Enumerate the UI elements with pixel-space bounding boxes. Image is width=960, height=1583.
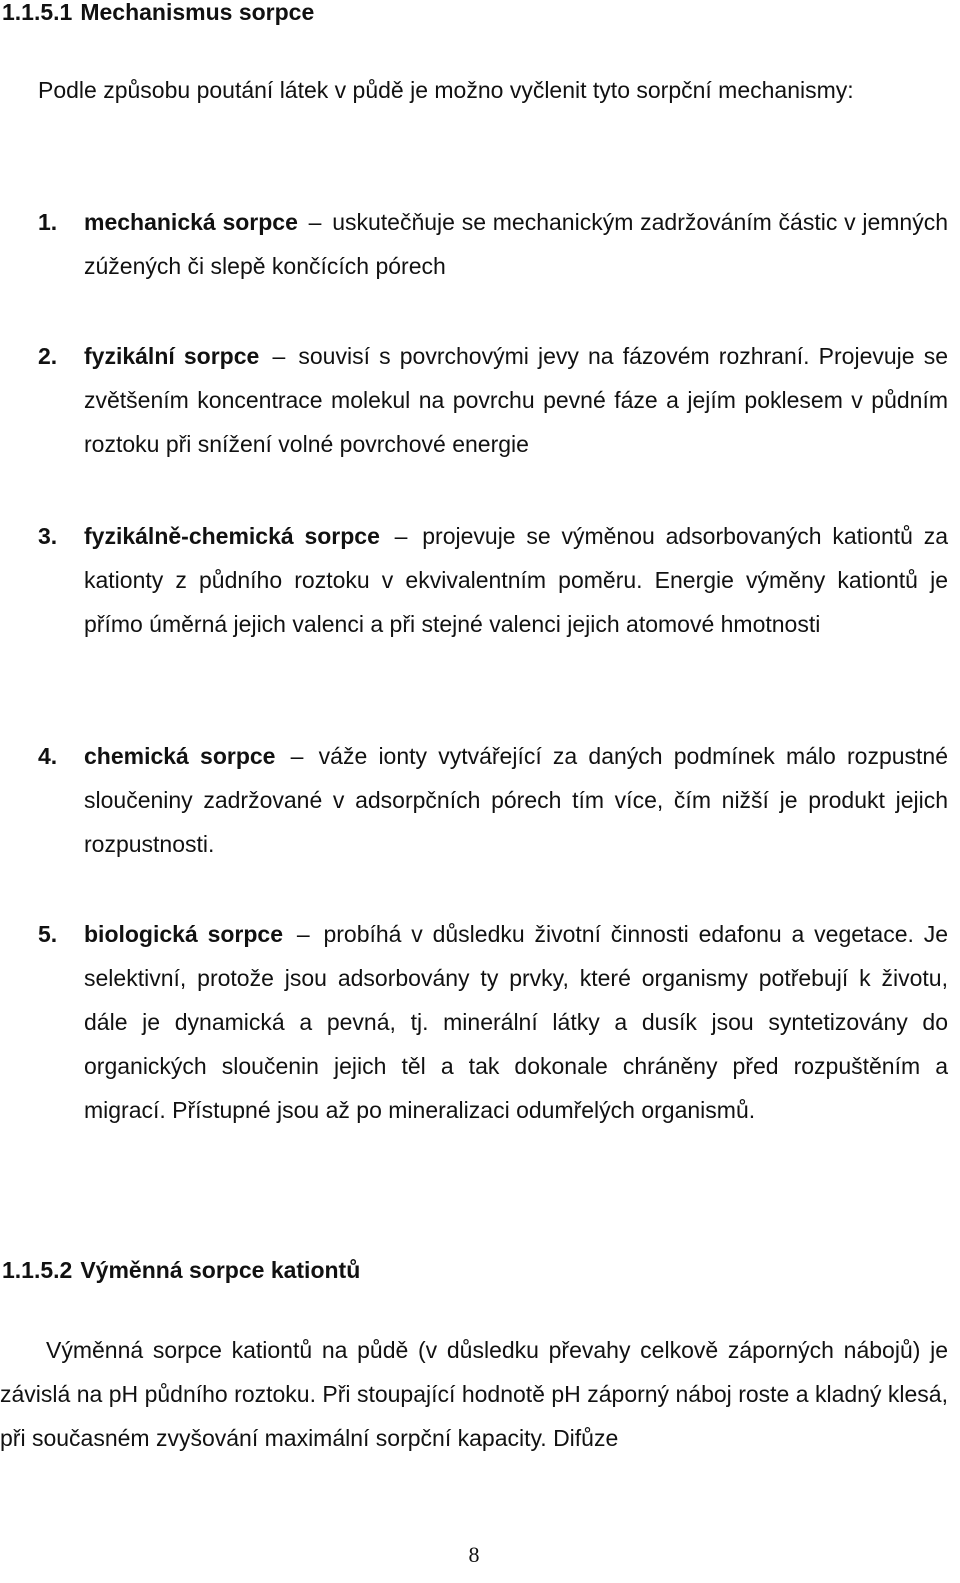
list-item-body [84,514,948,646]
list-item-dash: – [394,523,408,549]
page-number: 8 [468,1542,480,1567]
list-item-marker: 5. [38,921,58,947]
list-item-dash: – [290,743,304,769]
section-title: Výměnná sorpce kationtů [80,1257,361,1283]
list-item-text: projevuje se výměnou adsorbovaných kationtů za kationty z půdního roztoku v ekvivalentním poměru. Energie výměny kationtů je přímo úměrná jejich valenci a při stejné valenci jejich atomové hmotnosti [84,523,949,637]
section-paragraph: Výměnná sorpce kationtů na půdě (v důsledku převahy celkově záporných nábojů) je závislá na pH půdního roztoku. Při stoupající hodnotě pH záporný náboj roste a kladný klesá, při současném zvyšování maximální sorpční kapacity. Difůze [0,1337,948,1451]
list-item-term: biologická sorpce [84,921,283,947]
list-item-body [84,334,948,466]
section-number: 1.1.5.1 [2,0,73,25]
intro-paragraph: Podle způsobu poutání látek v půdě je možno vyčlenit tyto sorpční mechanismy: [38,77,854,103]
list-item-text: probíhá v důsledku životní činnosti edafonu a vegetace. Je selektivní, protože jsou adsorbovány ty prvky, které organismy potřebují k životu, dále je dynamická a pevná, tj. minerální látky a dusík jsou syntetizovány do organických sloučenin jejich těl a tak dokonale chráněny před rozpuštěním a migrací. Přístupné jsou až po mineralizaci odumřelých organismů. [84,921,949,1123]
list-item-term: fyzikálně-chemická sorpce [84,523,380,549]
list-item-dash: – [272,343,286,369]
list-item-term: mechanická sorpce [84,209,298,235]
section-title: Mechanismus sorpce [80,0,315,25]
list-item-body [84,200,948,288]
list-item-marker: 1. [38,209,58,235]
list-item-body [84,912,948,1132]
list-item-marker: 3. [38,523,58,549]
list-item-term: chemická sorpce [84,743,276,769]
list-item-dash: – [308,209,322,235]
list-item-text: uskutečňuje se mechanickým zadržováním částic v jemných zúžených či slepě končících pórech [84,209,948,279]
section-heading [2,0,314,26]
list-item-text: souvisí s povrchovými jevy na fázovém rozhraní. Projevuje se zvětšením koncentrace molekul na povrchu pevné fáze a jejím poklesem v půdním roztoku při snížení volné povrchové energie [84,343,948,457]
section-number: 1.1.5.2 [2,1257,73,1283]
list-item-text: váže ionty vytvářející za daných podmínek málo rozpustné sloučeniny zadržované v adsorpčních pórech tím více, čím nižší je produkt jejich rozpustnosti. [84,743,949,857]
list-item-marker: 4. [38,743,58,769]
list-item-term: fyzikální sorpce [84,343,260,369]
list-item-dash: – [296,921,310,947]
list-item-marker: 2. [38,343,58,369]
list-item-body [84,734,948,866]
section-heading [2,1256,360,1284]
